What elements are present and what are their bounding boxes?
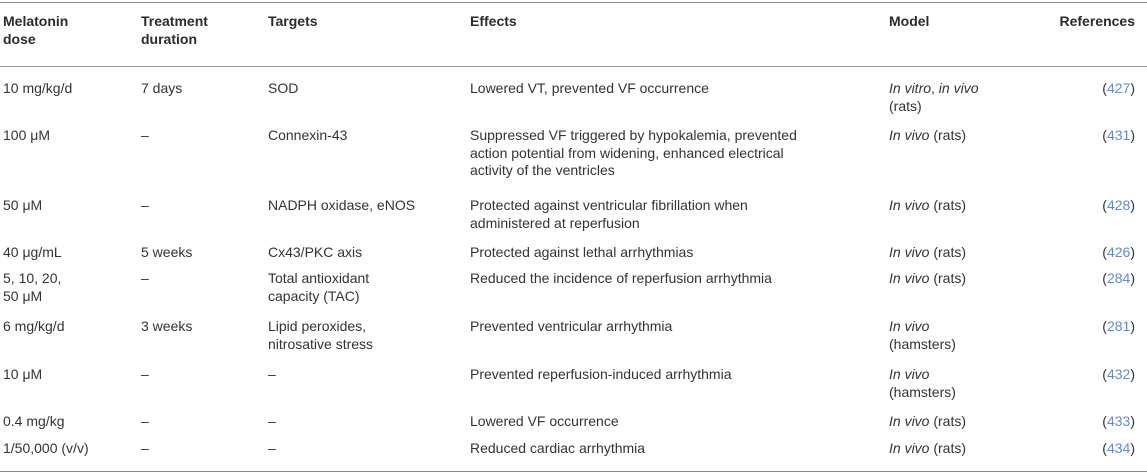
cell-reference [1035,80,1135,98]
targets-line: Total antioxidant [268,270,370,286]
model-italic-text: In vivo [889,270,930,286]
model-text: (rats) [929,197,967,213]
reference-paren: ( [1102,440,1107,456]
model-italic-text: In vivo [889,440,930,456]
reference-paren: ( [1102,197,1107,213]
dose-line: 100 μM [3,127,50,143]
cell-targets [268,80,298,98]
cell-targets [268,413,276,431]
model-line [889,270,966,288]
cell-dose [3,440,89,458]
targets-line: Cx43/PKC axis [268,244,363,260]
reference-paren: ( [1102,318,1107,334]
model-text: (rats) [929,244,967,260]
model-text: , [931,80,939,96]
reference-link[interactable]: 433 [1106,413,1131,429]
cell-duration: – [141,127,149,143]
header-targets: Targets [268,13,318,29]
dose-line: 50 μM [3,197,43,213]
dose-line: 5, 10, 20, [3,270,62,286]
cell-reference [1035,270,1135,288]
cell-duration: 7 days [141,80,183,96]
header-rule [0,66,1147,67]
cell-reference [1035,127,1135,145]
model-line: (hamsters) [889,383,956,400]
reference-link[interactable]: 431 [1106,127,1131,143]
cell-duration: 5 weeks [141,244,193,260]
targets-line: – [268,366,276,382]
cell-model [889,127,966,145]
dose-line: 10 μM [3,366,43,382]
reference-paren: ) [1130,366,1135,382]
cell-model [889,270,966,288]
targets-line: SOD [268,80,299,96]
cell-dose [3,244,62,262]
reference-paren: ( [1102,413,1107,429]
table-bottom-rule [0,471,1147,472]
effects-line: Protected against ventricular fibrillation when [470,197,748,213]
reference-paren: ) [1130,80,1135,96]
model-text: (rats) [929,127,967,143]
model-line [889,413,966,431]
targets-line: capacity (TAC) [268,287,360,304]
targets-line: nitrosative stress [268,335,374,352]
effects-line: Lowered VF occurrence [470,413,619,429]
effects-line: Suppressed VF triggered by hypokalemia, prevented [470,127,797,143]
model-line [889,197,966,215]
model-line [889,244,966,262]
cell-effects [470,270,772,288]
model-text: (rats) [929,440,967,456]
header-effects: Effects [470,13,517,29]
cell-model [889,80,978,115]
dose-line: 40 μg/mL [3,244,62,260]
cell-targets [268,270,369,305]
model-italic-text: In vivo [889,127,930,143]
reference-paren: ( [1102,127,1107,143]
dose-line: 6 mg/kg/d [3,318,65,334]
effects-line: Prevented ventricular arrhythmia [470,318,673,334]
cell-duration: – [141,270,149,286]
effects-line: Protected against lethal arrhythmias [470,244,694,260]
model-text: (rats) [929,270,967,286]
cell-model [889,318,956,353]
model-line [889,366,956,384]
cell-duration: 3 weeks [141,318,193,334]
cell-targets [268,318,373,353]
cell-reference [1035,244,1135,262]
reference-paren: ) [1130,127,1135,143]
dose-line: 1/50,000 (v/v) [3,440,89,456]
reference-link[interactable]: 426 [1106,244,1131,260]
reference-paren: ) [1130,244,1135,260]
header-dose: Melatonin dose [3,13,69,47]
effects-line: Reduced the incidence of reperfusion arrhythmia [470,270,772,286]
model-italic-text: In vivo [889,413,930,429]
model-line [889,440,966,458]
header-model: Model [889,13,930,29]
cell-reference [1035,318,1135,336]
cell-reference [1035,197,1135,215]
cell-model [889,244,966,262]
reference-paren: ) [1130,197,1135,213]
reference-paren: ( [1102,80,1107,96]
cell-effects [470,244,693,262]
reference-link[interactable]: 284 [1106,270,1131,286]
cell-dose [3,318,64,336]
model-italic-text: In vivo [889,197,930,213]
dose-line: 50 μM [3,287,43,304]
model-italic-text: In vivo [889,366,930,382]
cell-reference [1035,366,1135,384]
cell-model [889,413,966,431]
reference-link[interactable]: 281 [1106,318,1131,334]
reference-link[interactable]: 428 [1106,197,1131,213]
reference-paren: ) [1130,318,1135,334]
effects-line: Reduced cardiac arrhythmia [470,440,646,456]
model-line: (rats) [889,97,922,114]
reference-paren: ) [1130,413,1135,429]
targets-line: Lipid peroxides, [268,318,367,334]
cell-effects [470,318,672,336]
targets-line: Connexin-43 [268,127,348,143]
cell-dose [3,270,61,305]
cell-model [889,197,966,215]
model-line [889,80,978,98]
cell-effects [470,197,748,232]
reference-paren: ) [1130,440,1135,456]
cell-duration: – [141,366,149,382]
cell-dose [3,197,42,215]
cell-targets [268,440,276,458]
cell-effects [470,80,709,98]
model-italic-text: In vivo [889,318,930,334]
cell-model [889,440,966,458]
reference-paren: ) [1130,270,1135,286]
targets-line: NADPH oxidase, eNOS [268,197,416,213]
header-duration: Treatment duration [141,13,208,47]
cell-targets [268,197,415,215]
cell-effects [470,440,645,458]
reference-link[interactable]: 427 [1106,80,1131,96]
cell-dose [3,127,50,145]
effects-line: administered at reperfusion [470,214,640,231]
cell-effects [470,127,797,180]
model-line [889,318,956,336]
model-italic-text: In vitro [889,80,932,96]
cell-dose [3,413,64,431]
model-italic-text: In vivo [889,244,930,260]
cell-duration: – [141,413,149,429]
reference-paren: ( [1102,270,1107,286]
header-references: References [1059,13,1135,29]
targets-line: – [268,440,276,456]
cell-effects [470,413,619,431]
reference-paren: ( [1102,366,1107,382]
cell-dose [3,80,72,98]
cell-duration: – [141,197,149,213]
model-text: (rats) [929,413,967,429]
reference-paren: ( [1102,244,1107,260]
effects-line: action potential from widening, enhanced electrical [470,144,784,161]
effects-line: activity of the ventricles [470,162,615,178]
cell-targets [268,244,362,262]
table-top-rule [0,2,1147,3]
cell-reference [1035,413,1135,431]
cell-duration: – [141,440,149,456]
cell-model [889,366,956,401]
cell-reference [1035,440,1135,458]
targets-line: – [268,413,276,429]
effects-line: Prevented reperfusion-induced arrhythmia [470,366,732,382]
effects-line: Lowered VT, prevented VF occurrence [470,80,709,96]
model-italic-text: in vivo [938,80,979,96]
model-line [889,127,966,145]
reference-link[interactable]: 434 [1106,440,1131,456]
cell-effects [470,366,731,384]
dose-line: 10 mg/kg/d [3,80,73,96]
cell-dose [3,366,42,384]
cell-targets [268,366,276,384]
model-line: (hamsters) [889,335,956,352]
dose-line: 0.4 mg/kg [3,413,65,429]
cell-targets [268,127,347,145]
reference-link[interactable]: 432 [1106,366,1131,382]
